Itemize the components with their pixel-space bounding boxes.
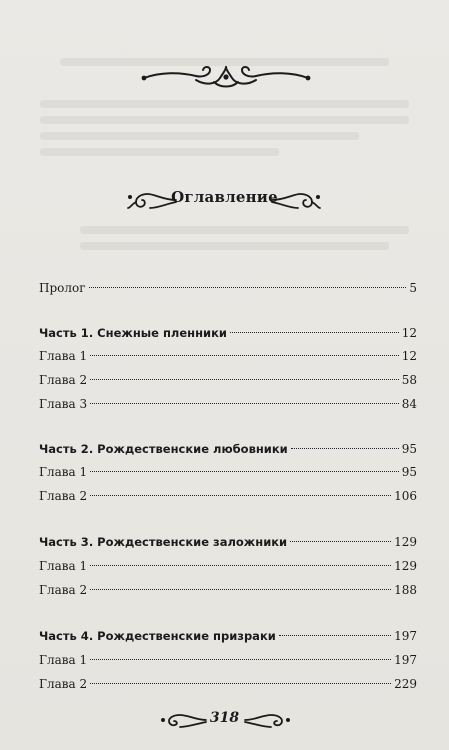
toc-entry-chapter — [39, 462, 417, 482]
show-through-line — [80, 242, 389, 250]
toc-entry-label: Глава 2 — [39, 583, 88, 597]
toc-entry-page: 58 — [401, 373, 417, 387]
show-through-line — [40, 116, 409, 124]
page-number: 318 — [209, 710, 240, 726]
dot-leader — [90, 495, 391, 496]
toc-part-label: Часть 1. Снежные пленники — [39, 326, 227, 340]
toc-entry-chapter — [39, 556, 417, 576]
toc-part-3 — [39, 532, 417, 552]
toc-entry-label: Глава 1 — [39, 349, 88, 363]
toc-entry-page: 12 — [401, 349, 417, 363]
dot-leader — [90, 355, 399, 356]
show-through-line — [40, 148, 279, 156]
show-through-line — [40, 132, 359, 140]
toc-entry-label: Глава 2 — [39, 373, 88, 387]
toc-part-1 — [39, 323, 417, 343]
dot-leader — [89, 287, 407, 288]
toc-entry-label: Глава 1 — [39, 653, 88, 667]
toc-heading — [0, 182, 449, 218]
scroll-right-icon — [270, 188, 322, 212]
toc-entry-page: 106 — [394, 489, 417, 503]
dot-leader — [230, 332, 399, 333]
dot-leader — [90, 683, 391, 684]
toc-entry-chapter — [39, 674, 417, 694]
show-through-line — [40, 100, 409, 108]
toc-entry-page: 129 — [394, 535, 417, 549]
dot-leader — [291, 448, 399, 449]
toc-entry-label: Глава 2 — [39, 489, 88, 503]
dot-leader — [279, 635, 391, 636]
dot-leader — [90, 403, 399, 404]
toc-entry-chapter — [39, 394, 417, 414]
dot-leader — [90, 565, 391, 566]
toc-part-label: Часть 3. Рождественские заложники — [39, 535, 288, 549]
toc-entry-label: Глава 2 — [39, 677, 88, 691]
toc-entry-page: 229 — [394, 677, 417, 691]
toc-entry-page: 197 — [394, 653, 417, 667]
toc-entry-page: 188 — [394, 583, 417, 597]
dot-leader — [90, 471, 399, 472]
page-footer — [0, 704, 449, 734]
toc-entry-page: 84 — [401, 397, 417, 411]
toc-entry-label: Глава 3 — [39, 397, 88, 411]
dot-leader — [90, 379, 399, 380]
toc-heading-title: Оглавление — [171, 188, 278, 206]
toc-entry-page: 95 — [401, 442, 417, 456]
toc-entry-chapter — [39, 580, 417, 600]
toc-entry-page: 129 — [394, 559, 417, 573]
flourish-divider-icon — [140, 62, 312, 90]
toc-entry-chapter — [39, 650, 417, 670]
toc-part-label: Часть 2. Рождественские любовники — [39, 442, 288, 456]
show-through-line — [80, 226, 409, 234]
toc-entry-chapter — [39, 486, 417, 506]
dot-leader — [90, 589, 391, 590]
scroll-right-icon — [243, 711, 291, 729]
toc-entry-label: Глава 1 — [39, 559, 88, 573]
toc-part-2 — [39, 439, 417, 459]
toc-entry-page: 197 — [394, 629, 417, 643]
toc-part-label: Часть 4. Рождественские призраки — [39, 629, 276, 643]
toc-entry-label: Глава 1 — [39, 465, 88, 479]
dot-leader — [90, 659, 391, 660]
toc-part-4 — [39, 626, 417, 646]
toc-entry-chapter — [39, 346, 417, 366]
toc-entry-label: Пролог — [39, 281, 86, 295]
dot-leader — [290, 541, 391, 542]
toc-entry-prologue — [39, 278, 417, 298]
toc-entry-page: 5 — [409, 281, 417, 295]
toc-entry-page: 95 — [401, 465, 417, 479]
toc-entry-chapter — [39, 370, 417, 390]
toc-entry-page: 12 — [401, 326, 417, 340]
